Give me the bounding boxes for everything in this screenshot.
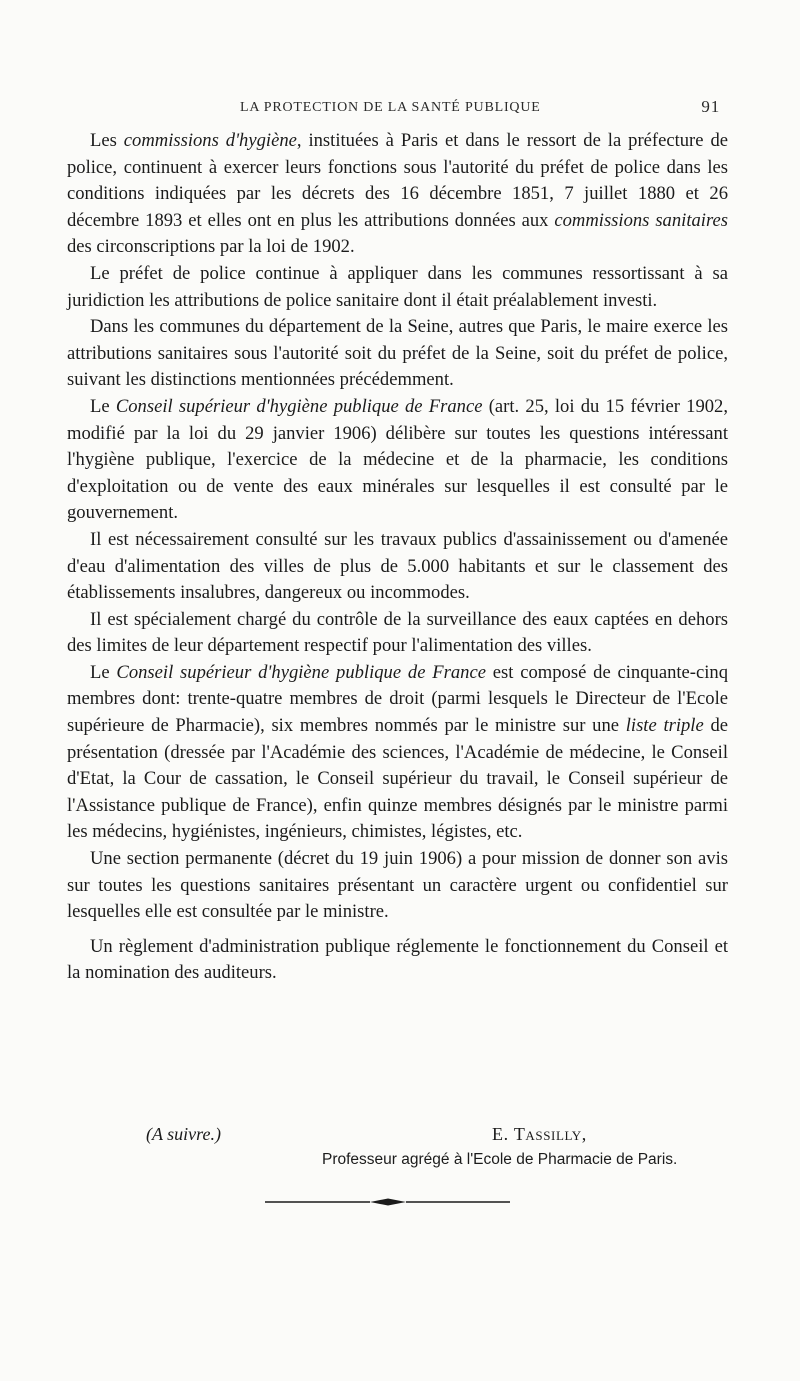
author-surname: Tassilly, xyxy=(513,1124,587,1144)
author-initial: E. xyxy=(492,1124,509,1144)
paragraph-text: Dans les communes du département de la Seine, autres que Paris, le maire exerce les attributions sanitaires sous l'autorité soit du préfet de la Seine, soit du préfet de police, suivant les distinctions mentionnées précédemment. xyxy=(67,316,728,391)
paragraph xyxy=(67,527,728,607)
paragraph xyxy=(67,314,728,394)
paragraph-text: Les xyxy=(90,130,124,151)
italic-term: Conseil supérieur d'hygiène publique de France xyxy=(115,395,483,417)
paragraph xyxy=(67,261,728,314)
paragraph-text: Le xyxy=(90,661,117,683)
paragraph xyxy=(67,846,728,926)
italic-term: Conseil supérieur d'hygiène publique de France xyxy=(116,661,486,683)
page-number: 91 xyxy=(701,97,720,116)
italic-term: commissions d'hygiène xyxy=(123,130,297,151)
paragraph-text: Le xyxy=(90,395,116,417)
paragraph-text: Le préfet de police continue à appliquer dans les communes ressortissant à sa juridiction les attributions de police sanitaire dont il était préalablement investi. xyxy=(67,262,728,311)
ornamental-rule xyxy=(265,1196,510,1208)
author-affiliation: Professeur agrégé à l'Ecole de Pharmacie de Paris. xyxy=(322,1151,678,1168)
paragraph xyxy=(67,660,728,846)
ornament-diamond xyxy=(370,1199,406,1206)
paragraph-text: (art. 25, loi du 15 février 1902, modifié par la loi du 29 janvier 1906) délibère sur toutes les questions intéressant l'hygiène publique, l'exercice de la médecine et de la pharmacie, les conditions d'exploitation ou de vente des eaux minérales sur lesquelles il est consulté par le gouvernement. xyxy=(67,395,728,524)
paragraph-text: Il est nécessairement consulté sur les travaux publics d'assainissement ou d'amenée d'eau d'alimentation des villes de plus de 5.000 habitants et sur le classement des établissements insalubres, dangereux ou incommodes. xyxy=(67,528,728,604)
paragraph-text: , instituées à Paris et dans le ressort de la préfecture de police, continuent à exercer leurs fonctions sous l'autorité du préfet de police dans les conditions indiquées par les décrets des 16 décembre 1851, 7 juillet 1880 et 26 décembre 1893 et elles ont en plus les attributions données aux xyxy=(67,130,728,231)
paragraph xyxy=(67,934,728,987)
running-title: LA PROTECTION DE LA SANTÉ PUBLIQUE xyxy=(240,100,541,115)
paragraph xyxy=(67,394,728,527)
article-body xyxy=(67,128,728,987)
paragraph-text: de présentation (dressée par l'Académie des sciences, l'Académie de médecine, le Conseil d'Etat, la Cour de cassation, le Conseil supérieur du travail, le Conseil supérieur de l'Assistance publique de France), enfin quinze membres désignés par le ministre parmi les médecins, hygiénistes, ingénieurs, chimistes, légistes, etc. xyxy=(67,715,729,843)
paragraph-text: est composé de cinquante-cinq membres dont: trente-quatre membres de droit (parmi lesquels le Directeur de l'Ecole supérieure de Pharmacie), six membres nommés par le ministre sur une xyxy=(67,661,728,737)
paragraph xyxy=(67,607,728,660)
italic-term: commissions sanitaires xyxy=(554,209,728,231)
continued-note: (A suivre.) xyxy=(146,1124,221,1144)
paragraph-text: des circonscriptions par la loi de 1902. xyxy=(67,236,355,258)
paragraph-text: Un règlement d'administration publique réglemente le fonctionnement du Conseil et la nomination des auditeurs. xyxy=(67,935,728,984)
signature-block xyxy=(146,1124,728,1176)
italic-term: liste triple xyxy=(625,715,704,737)
paragraph xyxy=(67,128,728,261)
author-name xyxy=(492,1124,587,1145)
paragraph-text: Une section permanente (décret du 19 juin 1906) a pour mission de donner son avis sur toutes les questions sanitaires présentant un caractère urgent ou confidentiel sur lesquelles elle est consultée par le ministre. xyxy=(67,848,728,923)
paragraph-text: Il est spécialement chargé du contrôle de la surveillance des eaux captées en dehors des limites de leur département respectif pour l'alimentation des villes. xyxy=(67,608,728,657)
